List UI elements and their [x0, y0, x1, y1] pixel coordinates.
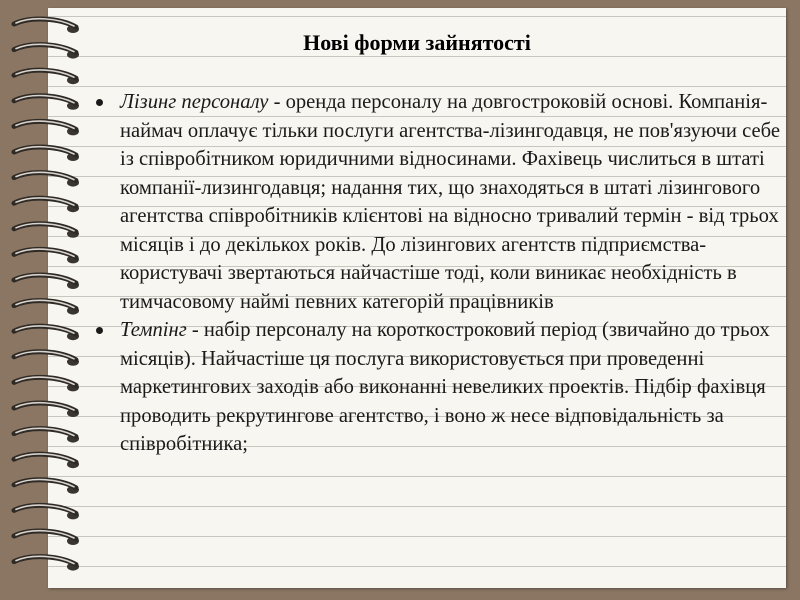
spiral-ring-icon	[14, 172, 79, 186]
bullet-text-leasing: - оренда персоналу на довгостроковій основі. Компанія-наймач оплачує тільки послуги агентства-лізингодавця, не пов'язуючи себе із співробітником юридичними відносинами. Фахівець числиться в штаті компанії-лизингодавця; надання тих, що знаходяться в штаті лізингового агентства співробітників клієнтові на відносно тривалий термін - від трьох місяців і до декількох років. До лізингових агентств підприємства-користувачі звертаються найчастіше тоді, коли виникає необхідність в тимчасовому наймі певних категорій працівників	[120, 91, 780, 313]
slide-title: Нові форми зайнятості	[303, 30, 531, 55]
spiral-ring-icon	[14, 531, 79, 545]
bullet-text-temping: - набір персоналу на короткостроковий період (звичайно до трьох місяців). Найчастіше ця послуга використовується при проведенні маркетингових заходів або виконанні невеликих проектів. Підбір фахівця проводить рекрутингове агентство, і воно ж несе відповідальність за співробітника;	[120, 319, 770, 455]
spiral-ring-icon	[14, 147, 79, 161]
spiral-ring-icon	[14, 96, 79, 110]
spiral-ring-icon	[14, 505, 79, 519]
notebook-paper	[48, 8, 786, 588]
term-leasing: Лізинг персоналу	[120, 91, 269, 113]
spiral-ring-icon	[14, 275, 79, 289]
spiral-ring-icon	[14, 480, 79, 494]
spiral-ring-icon	[14, 403, 79, 417]
spiral-ring-icon	[14, 454, 79, 468]
spiral-ring-icon	[14, 300, 79, 314]
spiral-ring-icon	[14, 352, 79, 366]
spiral-ring-icon	[14, 44, 79, 58]
bullet-item-temping	[116, 316, 784, 459]
spiral-ring-icon	[14, 19, 79, 33]
spiral-ring-icon	[14, 556, 79, 570]
spiral-ring-icon	[14, 249, 79, 263]
spiral-ring-icon	[14, 224, 79, 238]
bullet-list	[116, 88, 784, 459]
spiral-ring-icon	[14, 198, 79, 212]
bullet-item-leasing	[116, 88, 784, 316]
spiral-ring-icon	[14, 326, 79, 340]
term-temping: Темпінг	[120, 319, 187, 341]
spiral-ring-icon	[14, 377, 79, 391]
spiral-ring-icon	[14, 428, 79, 442]
spiral-ring-icon	[14, 70, 79, 84]
spiral-binding-icon	[0, 0, 110, 600]
spiral-ring-icon	[14, 121, 79, 135]
